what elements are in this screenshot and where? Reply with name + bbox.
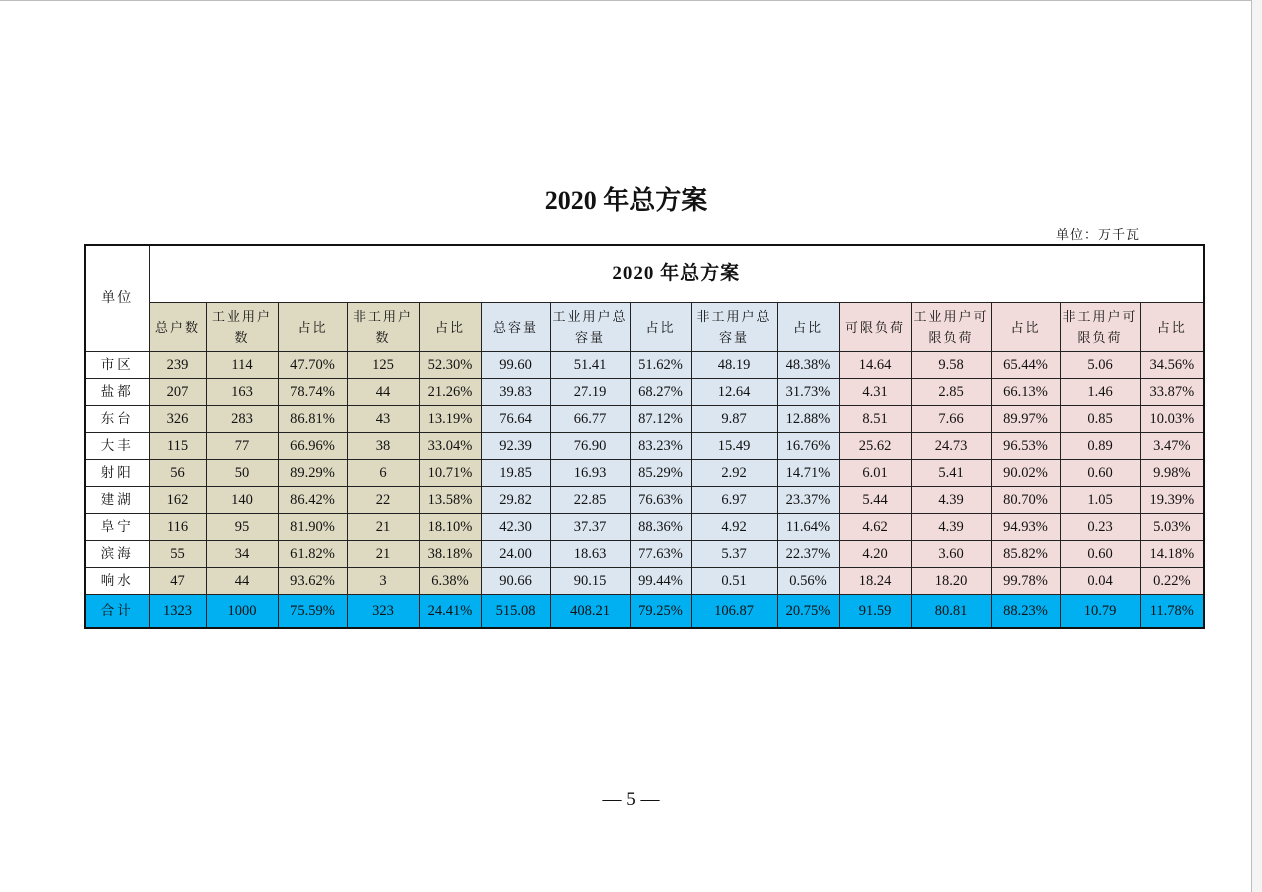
table-cell: 10.03%: [1140, 406, 1204, 433]
table-cell: 22: [347, 487, 419, 514]
table-cell: 6.01: [839, 460, 911, 487]
region-cell: 阜宁: [85, 514, 149, 541]
table-cell: 48.19: [691, 352, 777, 379]
table-cell: 125: [347, 352, 419, 379]
column-header: 工业用户数: [206, 303, 278, 352]
table-cell: 47.70%: [278, 352, 347, 379]
table-cell: 66.13%: [991, 379, 1060, 406]
table-cell: 114: [206, 352, 278, 379]
table-cell: 11.78%: [1140, 595, 1204, 629]
table-cell: 94.93%: [991, 514, 1060, 541]
table-cell: 24.41%: [419, 595, 481, 629]
table-cell: 9.87: [691, 406, 777, 433]
table-cell: 0.60: [1060, 460, 1140, 487]
table-cell: 0.04: [1060, 568, 1140, 595]
region-cell: 响水: [85, 568, 149, 595]
table-cell: 91.59: [839, 595, 911, 629]
table-cell: 33.04%: [419, 433, 481, 460]
table-cell: 22.85: [550, 487, 630, 514]
region-cell: 大丰: [85, 433, 149, 460]
table-cell: 27.19: [550, 379, 630, 406]
table-cell: 4.92: [691, 514, 777, 541]
table-cell: 79.25%: [630, 595, 691, 629]
table-cell: 90.66: [481, 568, 550, 595]
table-cell: 0.22%: [1140, 568, 1204, 595]
table-cell: 80.81: [911, 595, 991, 629]
table-cell: 33.87%: [1140, 379, 1204, 406]
table-cell: 116: [149, 514, 206, 541]
table-cell: 4.31: [839, 379, 911, 406]
table-cell: 106.87: [691, 595, 777, 629]
column-header: 非工用户总容量: [691, 303, 777, 352]
table-row: [85, 568, 1204, 595]
table-cell: 283: [206, 406, 278, 433]
column-header: 占比: [1140, 303, 1204, 352]
total-row: [85, 595, 1204, 629]
table-cell: 47: [149, 568, 206, 595]
table-cell: 85.82%: [991, 541, 1060, 568]
table-cell: 0.23: [1060, 514, 1140, 541]
page-number: — 5 —: [602, 789, 660, 810]
column-header: 非工用户数: [347, 303, 419, 352]
region-cell: 合计: [85, 595, 149, 629]
table-cell: 22.37%: [777, 541, 839, 568]
region-cell: 东台: [85, 406, 149, 433]
table-cell: 89.29%: [278, 460, 347, 487]
table-cell: 19.39%: [1140, 487, 1204, 514]
table-cell: 5.44: [839, 487, 911, 514]
table-row: [85, 460, 1204, 487]
table-cell: 1000: [206, 595, 278, 629]
table-cell: 21: [347, 541, 419, 568]
table-cell: 42.30: [481, 514, 550, 541]
table-cell: 12.88%: [777, 406, 839, 433]
table-cell: 51.62%: [630, 352, 691, 379]
column-header: 占比: [777, 303, 839, 352]
table-cell: 23.37%: [777, 487, 839, 514]
table-cell: 56: [149, 460, 206, 487]
table-cell: 99.60: [481, 352, 550, 379]
table-cell: 34: [206, 541, 278, 568]
table-cell: 80.70%: [991, 487, 1060, 514]
table-cell: 85.29%: [630, 460, 691, 487]
table-cell: 86.81%: [278, 406, 347, 433]
table-cell: 1.05: [1060, 487, 1140, 514]
plan-table: [84, 244, 1205, 629]
column-header: 总户数: [149, 303, 206, 352]
table-cell: 2.92: [691, 460, 777, 487]
table-cell: 88.23%: [991, 595, 1060, 629]
table-cell: 86.42%: [278, 487, 347, 514]
region-cell: 建湖: [85, 487, 149, 514]
table-cell: 50: [206, 460, 278, 487]
table-cell: 38: [347, 433, 419, 460]
column-header: 可限负荷: [839, 303, 911, 352]
table-cell: 61.82%: [278, 541, 347, 568]
table-cell: 95: [206, 514, 278, 541]
table-cell: 39.83: [481, 379, 550, 406]
region-cell: 市区: [85, 352, 149, 379]
table-cell: 7.66: [911, 406, 991, 433]
table-row: [85, 406, 1204, 433]
table-cell: 162: [149, 487, 206, 514]
table-cell: 6: [347, 460, 419, 487]
table-main-header: 2020 年总方案: [149, 245, 1204, 303]
table-cell: 5.41: [911, 460, 991, 487]
table-cell: 48.38%: [777, 352, 839, 379]
table-cell: 24.73: [911, 433, 991, 460]
column-header: 占比: [630, 303, 691, 352]
table-cell: 68.27%: [630, 379, 691, 406]
table-cell: 87.12%: [630, 406, 691, 433]
column-header: 占比: [419, 303, 481, 352]
table-cell: 78.74%: [278, 379, 347, 406]
table-cell: 76.64: [481, 406, 550, 433]
table-cell: 43: [347, 406, 419, 433]
table-cell: 21.26%: [419, 379, 481, 406]
table-cell: 99.44%: [630, 568, 691, 595]
table-cell: 5.03%: [1140, 514, 1204, 541]
table-row: [85, 514, 1204, 541]
table-cell: 8.51: [839, 406, 911, 433]
table-cell: 38.18%: [419, 541, 481, 568]
table-cell: 0.60: [1060, 541, 1140, 568]
table-cell: 515.08: [481, 595, 550, 629]
table-cell: 76.63%: [630, 487, 691, 514]
column-header: 占比: [278, 303, 347, 352]
table-cell: 20.75%: [777, 595, 839, 629]
table-cell: 9.98%: [1140, 460, 1204, 487]
table-cell: 2.85: [911, 379, 991, 406]
table-cell: 31.73%: [777, 379, 839, 406]
table-cell: 10.71%: [419, 460, 481, 487]
table-cell: 0.89: [1060, 433, 1140, 460]
table-cell: 1.46: [1060, 379, 1140, 406]
table-cell: 10.79: [1060, 595, 1140, 629]
table-cell: 25.62: [839, 433, 911, 460]
table-cell: 18.10%: [419, 514, 481, 541]
table-cell: 77.63%: [630, 541, 691, 568]
column-header: 总容量: [481, 303, 550, 352]
table-cell: 81.90%: [278, 514, 347, 541]
table-cell: 326: [149, 406, 206, 433]
table-cell: 21: [347, 514, 419, 541]
table-cell: 0.51: [691, 568, 777, 595]
table-cell: 4.39: [911, 514, 991, 541]
table-cell: 3: [347, 568, 419, 595]
table-cell: 88.36%: [630, 514, 691, 541]
table-cell: 52.30%: [419, 352, 481, 379]
table-cell: 0.56%: [777, 568, 839, 595]
table-row: [85, 487, 1204, 514]
region-cell: 滨海: [85, 541, 149, 568]
table-subheader-row: [85, 303, 1204, 352]
table-cell: 9.58: [911, 352, 991, 379]
table-cell: 207: [149, 379, 206, 406]
table-cell: 66.96%: [278, 433, 347, 460]
table-cell: 4.62: [839, 514, 911, 541]
document-title: 2020 年总方案: [544, 186, 708, 215]
table-cell: 4.39: [911, 487, 991, 514]
table-cell: 44: [347, 379, 419, 406]
table-cell: 11.64%: [777, 514, 839, 541]
table-cell: 3.60: [911, 541, 991, 568]
table-cell: 13.19%: [419, 406, 481, 433]
table-cell: 44: [206, 568, 278, 595]
table-cell: 16.76%: [777, 433, 839, 460]
table-cell: 6.38%: [419, 568, 481, 595]
table-cell: 93.62%: [278, 568, 347, 595]
table-cell: 3.47%: [1140, 433, 1204, 460]
table-cell: 65.44%: [991, 352, 1060, 379]
table-cell: 14.64: [839, 352, 911, 379]
table-cell: 5.37: [691, 541, 777, 568]
table-cell: 14.18%: [1140, 541, 1204, 568]
table-cell: 16.93: [550, 460, 630, 487]
table-cell: 140: [206, 487, 278, 514]
table-cell: 51.41: [550, 352, 630, 379]
column-header: 工业用户可限负荷: [911, 303, 991, 352]
column-header: 占比: [991, 303, 1060, 352]
table-cell: 19.85: [481, 460, 550, 487]
table-cell: 6.97: [691, 487, 777, 514]
table-cell: 92.39: [481, 433, 550, 460]
unit-note: 单位：万千瓦: [1056, 227, 1141, 242]
table-row: [85, 352, 1204, 379]
table-cell: 34.56%: [1140, 352, 1204, 379]
table-cell: 163: [206, 379, 278, 406]
table-cell: 15.49: [691, 433, 777, 460]
table-cell: 4.20: [839, 541, 911, 568]
table-cell: 90.15: [550, 568, 630, 595]
table-cell: 408.21: [550, 595, 630, 629]
table-cell: 76.90: [550, 433, 630, 460]
region-cell: 射阳: [85, 460, 149, 487]
page-shadow: [1252, 0, 1262, 892]
table-cell: 0.85: [1060, 406, 1140, 433]
table-cell: 89.97%: [991, 406, 1060, 433]
column-header: 非工用户可限负荷: [1060, 303, 1140, 352]
table-cell: 18.24: [839, 568, 911, 595]
table-cell: 13.58%: [419, 487, 481, 514]
table-cell: 115: [149, 433, 206, 460]
table-header-row: [85, 245, 1204, 303]
table-cell: 77: [206, 433, 278, 460]
table-cell: 37.37: [550, 514, 630, 541]
table-cell: 239: [149, 352, 206, 379]
page-top-edge: [0, 0, 1262, 1]
table-cell: 90.02%: [991, 460, 1060, 487]
table-cell: 12.64: [691, 379, 777, 406]
table-cell: 99.78%: [991, 568, 1060, 595]
table-row: [85, 541, 1204, 568]
table-cell: 323: [347, 595, 419, 629]
table-cell: 75.59%: [278, 595, 347, 629]
table-cell: 29.82: [481, 487, 550, 514]
table-cell: 55: [149, 541, 206, 568]
table-cell: 18.20: [911, 568, 991, 595]
table-cell: 96.53%: [991, 433, 1060, 460]
table-cell: 14.71%: [777, 460, 839, 487]
table-body: [85, 352, 1204, 629]
table-cell: 5.06: [1060, 352, 1140, 379]
table-cell: 24.00: [481, 541, 550, 568]
table-row: [85, 433, 1204, 460]
region-cell: 盐都: [85, 379, 149, 406]
column-header: 工业用户总容量: [550, 303, 630, 352]
table-cell: 18.63: [550, 541, 630, 568]
table-cell: 1323: [149, 595, 206, 629]
unit-column-header: 单位: [85, 245, 149, 352]
table-cell: 66.77: [550, 406, 630, 433]
table-row: [85, 379, 1204, 406]
table-cell: 83.23%: [630, 433, 691, 460]
